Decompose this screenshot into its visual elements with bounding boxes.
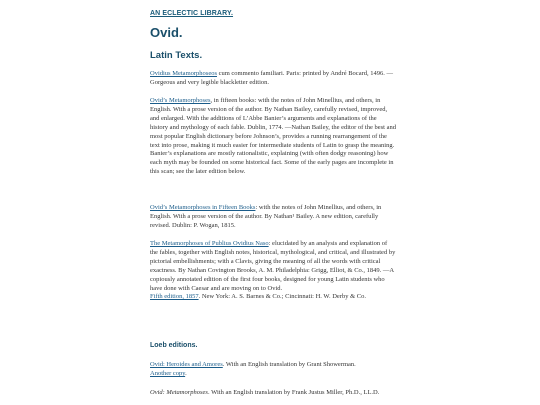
- entry-loeb-metamorphoses: [150, 389, 396, 398]
- entry-text: . With an English translation by Grant Showerman.: [222, 361, 356, 368]
- site-title-link[interactable]: AN ECLECTIC LIBRARY.: [150, 10, 234, 17]
- entry-brooks-metamorphoses: [150, 240, 396, 302]
- section-heading-latin-texts: Latin Texts.: [150, 50, 203, 61]
- entry-ovids-metamorphoses-1815: [150, 204, 396, 231]
- entry-text: : with the notes of John Minellius, and others, in English. With a prose version of the author. By Nathan¹ Bailey. A new edition, carefully revised. Dublin: P. Wogan, 1815.: [150, 204, 382, 229]
- entry-ovidius-metamorphoseos: [150, 70, 396, 88]
- entry-text: : elucidated by an analysis and explanation of the fables, together with English notes, historical, mythological, and critical, and illustrated by pictorial embellishments; with a Clavis, giving the meaning of all the words with critical exactness. By Nathan Covington Brooks, A. M. Philadelphia: Grigg, Elliot, & Co., 1849. —A copiously annotated edition of the first four books, designed for young Latin students who have done with Caesar and are moving on to Ovid.: [150, 240, 396, 292]
- entry-link[interactable]: Ovidius Metamorphoseos: [150, 70, 217, 77]
- another-copy-link[interactable]: Another copy: [150, 369, 186, 377]
- entry-link[interactable]: Ovid’s Metamorphoses: [150, 97, 211, 104]
- section-heading-loeb-editions: Loeb editions.: [150, 342, 198, 349]
- entry-link[interactable]: The Metamorphoses of Publius Ovidius Naso: [150, 240, 269, 247]
- entry-link[interactable]: Ovid’s Metamorphoses in Fifteen Books: [150, 204, 256, 211]
- entry-text: . New York: A. S. Barnes & Co.; Cincinnati: H. W. Derby & Co.: [198, 293, 366, 301]
- entry-heroides-amores: [150, 361, 396, 379]
- entry-text: . With an English translation by Frank Justus Miller, Ph.D., LL.D.: [207, 389, 380, 396]
- entry-text: , in fifteen books: with the notes of John Minellius, and others, in English. With a prose version of the author. By Nathan Bailey, carefully revised, improved, and enlarged. With the additions of L’Abbe Banier’s arguments and explanations of the history and mythology of each fable. Dublin, 1774. —Nathan Bailey, the editor of the best and most popular English dictionary before Johnson’s, provides a running rearrangement of the text into prose, making it much easier for intermediate students of Latin to grasp the meaning. Banier’s explanations are mostly rationalistic, explaining (with often dodgy reasoning) how each myth may be founded on some historical fact. Some of the early pages are incomplete in this scan; see the later edition below.: [150, 97, 396, 176]
- entry-text: .: [185, 369, 187, 377]
- page-title: Ovid.: [150, 25, 183, 40]
- entry-ovids-metamorphoses-1774: [150, 97, 396, 177]
- entry-link[interactable]: Ovid: Heroides and Amores: [150, 361, 223, 368]
- entry-title: Ovid: Metamorphoses: [150, 389, 208, 396]
- fifth-edition-link[interactable]: Fifth edition, 1857: [150, 293, 199, 301]
- entry-text: cum commento familiari. Paris: printed by André Bocard, 1496. —Gorgeous and very legible blackletter edition.: [150, 70, 393, 86]
